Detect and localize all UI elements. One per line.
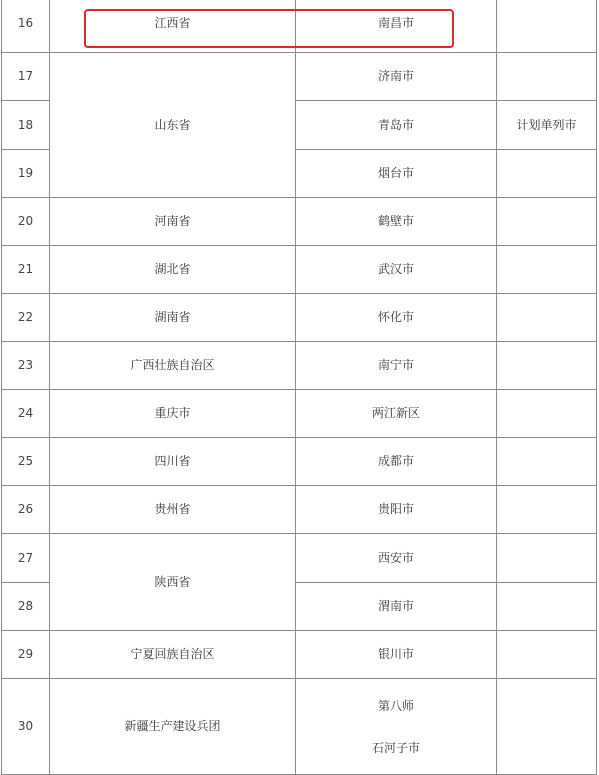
- row-number: 29: [2, 631, 50, 679]
- city-cell: 西安市: [296, 534, 497, 583]
- note-cell: [497, 438, 597, 486]
- province-cell: 湖北省: [50, 246, 296, 294]
- table-row: [2, 53, 597, 101]
- row-number: 28: [2, 583, 50, 631]
- row-number: 18: [2, 101, 50, 150]
- row-number: 23: [2, 342, 50, 390]
- table-row: [2, 438, 597, 486]
- note-cell: [497, 631, 597, 679]
- note-cell: [497, 342, 597, 390]
- city-line: 石河子市: [371, 740, 420, 755]
- province-cell: 山东省: [50, 53, 296, 198]
- row-number: 19: [2, 150, 50, 198]
- note-cell: [497, 150, 597, 198]
- region-table: [1, 0, 597, 775]
- note-cell: [497, 583, 597, 631]
- note-cell: [497, 294, 597, 342]
- table-row: [2, 198, 597, 246]
- city-cell: 贵阳市: [296, 486, 497, 534]
- note-cell: [497, 53, 597, 101]
- note-cell: [497, 390, 597, 438]
- city-cell: 济南市: [296, 53, 497, 101]
- row-number: 30: [2, 679, 50, 775]
- table-row: [2, 534, 597, 583]
- table-row: [2, 679, 597, 775]
- city-cell: 武汉市: [296, 246, 497, 294]
- row-number: 24: [2, 390, 50, 438]
- note-cell: [497, 486, 597, 534]
- province-cell: 宁夏回族自治区: [50, 631, 296, 679]
- table-row: [2, 246, 597, 294]
- note-cell: 计划单列市: [497, 101, 597, 150]
- table-row: [2, 486, 597, 534]
- row-number: 16: [2, 0, 50, 53]
- province-cell: 四川省: [50, 438, 296, 486]
- province-cell: 贵州省: [50, 486, 296, 534]
- city-cell: [296, 679, 497, 775]
- city-cell: 怀化市: [296, 294, 497, 342]
- table-row: [2, 294, 597, 342]
- note-cell: [497, 246, 597, 294]
- table-row: [2, 631, 597, 679]
- row-number: 17: [2, 53, 50, 101]
- row-number: 25: [2, 438, 50, 486]
- province-cell: 新疆生产建设兵团: [50, 679, 296, 775]
- table-row: [2, 390, 597, 438]
- row-number: 26: [2, 486, 50, 534]
- note-cell: [497, 198, 597, 246]
- province-cell: 重庆市: [50, 390, 296, 438]
- city-line: 第八师: [377, 698, 414, 713]
- row-number: 20: [2, 198, 50, 246]
- city-cell: 银川市: [296, 631, 497, 679]
- row-number: 21: [2, 246, 50, 294]
- city-cell: 渭南市: [296, 583, 497, 631]
- province-cell: 河南省: [50, 198, 296, 246]
- city-cell: 南宁市: [296, 342, 497, 390]
- city-cell: 两江新区: [296, 390, 497, 438]
- city-cell: 南昌市: [296, 0, 497, 53]
- province-cell: 江西省: [50, 0, 296, 53]
- province-cell: 广西壮族自治区: [50, 342, 296, 390]
- note-cell: [497, 679, 597, 775]
- city-cell: 成都市: [296, 438, 497, 486]
- province-cell: 陕西省: [50, 534, 296, 631]
- note-cell: [497, 534, 597, 583]
- row-number: 27: [2, 534, 50, 583]
- city-cell: 鹤壁市: [296, 198, 497, 246]
- city-cell: 烟台市: [296, 150, 497, 198]
- city-cell: 青岛市: [296, 101, 497, 150]
- table-row: [2, 0, 597, 53]
- table-row: [2, 342, 597, 390]
- note-cell: [497, 0, 597, 53]
- province-cell: 湖南省: [50, 294, 296, 342]
- row-number: 22: [2, 294, 50, 342]
